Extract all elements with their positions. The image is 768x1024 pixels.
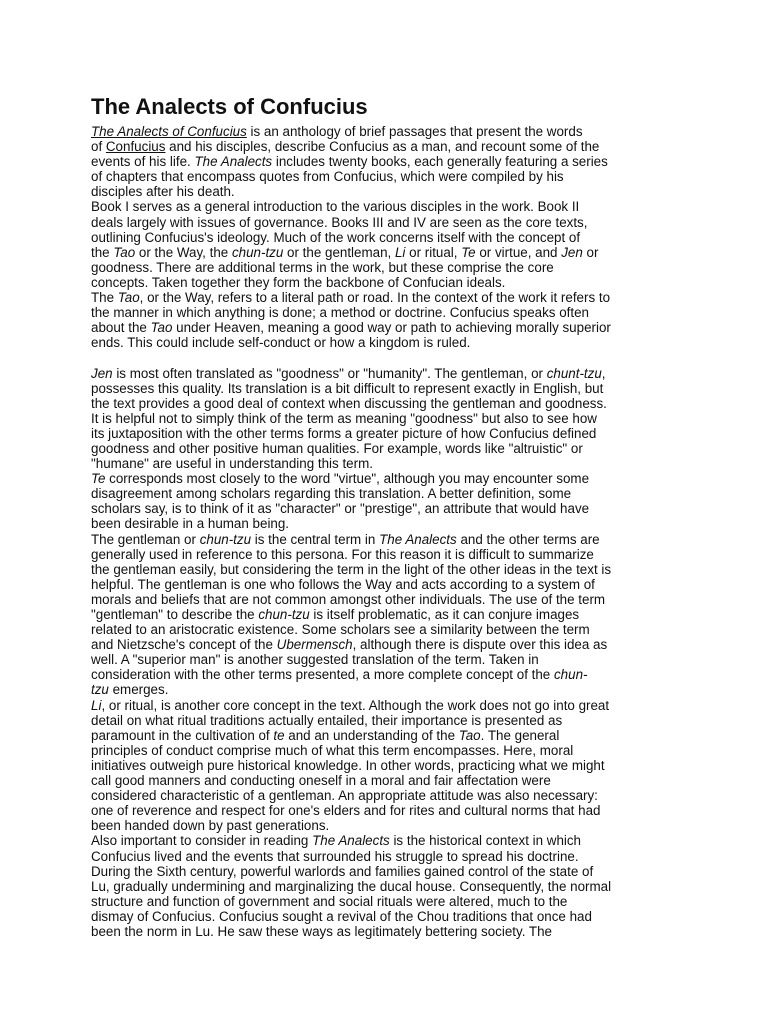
text-run: or <box>582 244 599 260</box>
text-run: scholars say, is to think of it as "character" or "prestige", an attribute that would have <box>91 501 590 517</box>
text-line <box>91 335 691 350</box>
text-run: considered characteristic of a gentleman. An appropriate attitude was also necessary: <box>91 788 598 804</box>
text-run: is most often translated as "goodness" or "humanity". The gentleman, or <box>112 365 547 381</box>
text-line <box>91 577 691 592</box>
text-run: consideration with the other terms presented, a more complete concept of the <box>91 667 554 683</box>
document-body <box>91 124 691 939</box>
text-run: and the other terms are <box>456 531 600 547</box>
italic-term: chunt-tzu <box>546 365 602 381</box>
text-run: disagreement among scholars regarding this translation. A better definition, some <box>91 486 572 502</box>
text-run: detail on what ritual traditions actually entailed, their importance is presented as <box>91 712 563 728</box>
italic-term: chun- <box>553 667 588 683</box>
text-run: "gentleman" to describe the <box>91 607 259 622</box>
text-line <box>91 215 691 230</box>
text-line <box>91 743 691 758</box>
text-run: is the central term in <box>251 531 380 547</box>
text-line <box>91 366 691 381</box>
italic-term: Tao <box>150 320 173 336</box>
text-line <box>91 396 691 411</box>
text-run: and Nietzsche's concept of the <box>91 637 277 653</box>
text-line <box>91 290 691 305</box>
text-line <box>91 547 691 562</box>
text-run: paramount in the cultivation of <box>91 727 274 743</box>
text-run: of <box>91 139 106 155</box>
text-run: outlining Confucius's ideology. Much of the work concerns itself with the concept of <box>91 229 581 245</box>
text-line <box>91 849 691 864</box>
text-run: "humane" are useful in understanding this term. <box>91 456 373 472</box>
text-run: the <box>91 244 114 260</box>
text-run: morals and beliefs that are not common amongst other individuals. The use of the term <box>91 591 606 607</box>
text-run: concepts. Taken together they form the backbone of Confucian ideals. <box>91 274 506 290</box>
text-run: related to an aristocratic existence. Some scholars see a similarity between the term <box>91 622 590 638</box>
text-run: is an anthology of brief passages that present the words <box>246 124 583 139</box>
text-line <box>91 879 691 894</box>
text-run: or ritual, <box>405 244 462 260</box>
italic-term: chun-tzu <box>231 244 284 260</box>
text-run: the gentleman easily, but considering the term in the light of the other ideas in the text is <box>91 561 612 577</box>
text-run: Book I serves as a general introduction to the various disciples in the work. Book II <box>91 199 580 215</box>
italic-term: Jen <box>561 244 583 260</box>
text-run: , <box>601 365 606 381</box>
text-run: , although there is dispute over this idea as <box>352 637 608 653</box>
italic-term: Tao <box>113 244 136 260</box>
text-run: goodness. There are additional terms in the work, but these comprise the core <box>91 259 554 275</box>
text-line <box>91 698 691 713</box>
text-run: is the historical context in which <box>389 833 582 849</box>
text-line <box>91 803 691 818</box>
text-line <box>91 909 691 924</box>
text-run: , or ritual, is another core concept in the text. Although the work does not go into great <box>101 697 610 713</box>
text-line <box>91 562 691 577</box>
text-run: well. A "superior man" is another suggested translation of the term. Taken in <box>91 652 539 668</box>
text-run: and an understanding of the <box>284 727 459 743</box>
text-run: includes twenty books, each generally featuring a series <box>272 154 608 170</box>
text-run: or virtue, and <box>475 244 562 260</box>
italic-term: Ubermensch <box>276 637 353 653</box>
text-line <box>91 426 691 441</box>
text-line <box>91 320 691 335</box>
text-run: under Heaven, meaning a good way or path to achieving morally superior <box>172 320 611 336</box>
text-line <box>91 501 691 516</box>
text-line <box>91 260 691 275</box>
italic-term: tzu <box>91 682 109 698</box>
text-run: and his disciples, describe Confucius as a man, and recount some of the <box>165 139 600 155</box>
text-line <box>91 169 691 184</box>
text-line <box>91 124 691 139</box>
blank-line <box>91 350 691 365</box>
text-line <box>91 456 691 471</box>
text-run: of chapters that encompass quotes from Confucius, which were compiled by his <box>91 169 564 185</box>
text-run: is itself problematic, as it can conjure images <box>309 607 580 622</box>
text-run: been desirable in a human being. <box>91 516 290 532</box>
link-text[interactable]: Confucius <box>105 139 166 155</box>
text-run: goodness and other positive human qualities. For example, words like "altruistic" or <box>91 440 583 456</box>
text-run: its juxtaposition with the other terms forms a greater picture of how Confucius defined <box>91 425 597 441</box>
text-line <box>91 486 691 501</box>
text-run: Lu, gradually undermining and marginalizing the ducal house. Consequently, the normal <box>91 878 612 894</box>
text-run: corresponds most closely to the word "virtue", although you may encounter some <box>105 471 590 487</box>
text-run: the text provides a good deal of context when discussing the gentleman and goodness. <box>91 395 607 411</box>
text-run: been the norm in Lu. He saw these ways as legitimately bettering society. The <box>91 923 552 939</box>
text-line <box>91 532 691 547</box>
italic-term: Te <box>91 471 106 487</box>
text-run: dismay of Confucius. Confucius sought a revival of the Chou traditions that once had <box>91 908 592 924</box>
text-run: or the gentleman, <box>283 244 395 260</box>
text-line <box>91 154 691 169</box>
text-line <box>91 245 691 260</box>
text-line <box>91 818 691 833</box>
text-line <box>91 788 691 803</box>
text-line <box>91 713 691 728</box>
text-line <box>91 864 691 879</box>
text-run: helpful. The gentleman is one who follows the Way and acts according to a system of <box>91 576 595 592</box>
text-run: generally used in reference to this persona. For this reason it is difficult to summarize <box>91 546 594 562</box>
text-line <box>91 230 691 245</box>
text-line <box>91 637 691 652</box>
text-line <box>91 622 691 637</box>
text-run: one of reverence and respect for one's elders and for rites and cultural norms that had <box>91 803 601 819</box>
italic-term: The Analects <box>379 531 457 547</box>
link-text[interactable]: The Analects of Confucius <box>91 124 247 139</box>
text-line <box>91 682 691 697</box>
text-line <box>91 894 691 909</box>
text-run: It is helpful not to simply think of the term as meaning "goodness" but also to see how <box>91 410 597 426</box>
italic-term: chun-tzu <box>258 607 310 622</box>
text-line <box>91 773 691 788</box>
text-line <box>91 924 691 939</box>
text-run: call good manners and conducting oneself in a moral and fair affectation were <box>91 773 551 789</box>
text-run: principles of conduct comprise much of what this term encompasses. Here, moral <box>91 742 574 758</box>
text-line <box>91 758 691 773</box>
text-run: about the <box>91 320 151 336</box>
text-line <box>91 184 691 199</box>
document-title: The Analects of Confucius <box>91 94 368 119</box>
text-line <box>91 199 691 214</box>
text-run: Also important to consider in reading <box>91 833 313 849</box>
italic-term: Li <box>91 697 102 713</box>
text-run: or the Way, the <box>135 244 232 260</box>
text-line <box>91 305 691 320</box>
italic-term: Te <box>461 244 476 260</box>
text-run: Confucius lived and the events that surrounded his struggle to spread his doctrine. <box>91 848 579 864</box>
text-line <box>91 381 691 396</box>
text-run: possesses this quality. Its translation is a bit difficult to represent exactly in English, but <box>91 380 604 396</box>
italic-term: Tao <box>458 727 481 743</box>
text-run: The <box>91 290 118 306</box>
text-run: ends. This could include self-conduct or how a kingdom is ruled. <box>91 335 471 351</box>
italic-term: Li <box>394 244 406 260</box>
text-run: During the Sixth century, powerful warlords and families gained control of the state of <box>91 863 594 879</box>
text-run: structure and function of government and social rituals were altered, much to the <box>91 893 568 909</box>
text-line <box>91 471 691 486</box>
text-line <box>91 275 691 290</box>
text-run: events of his life. <box>91 154 195 170</box>
text-run: emerges. <box>108 682 169 698</box>
text-line <box>91 441 691 456</box>
italic-term: The Analects <box>194 154 273 170</box>
text-run: the manner in which anything is done; a method or doctrine. Confucius speaks often <box>91 305 589 321</box>
text-line <box>91 728 691 743</box>
italic-term: te <box>273 727 285 743</box>
italic-term: Tao <box>117 290 140 306</box>
text-run: deals largely with issues of governance. Books III and IV are seen as the core texts, <box>91 214 588 230</box>
text-run: initiatives outweigh pure historical knowledge. In other words, practicing what we might <box>91 757 605 773</box>
text-line <box>91 667 691 682</box>
text-line <box>91 652 691 667</box>
text-run: . The general <box>480 727 560 743</box>
text-run: , or the Way, refers to a literal path or road. In the context of the work it refers to <box>139 290 611 306</box>
text-run: been handed down by past generations. <box>91 818 330 834</box>
text-line <box>91 833 691 848</box>
italic-term: chun-tzu <box>199 531 252 547</box>
text-line <box>91 607 691 622</box>
italic-term: The Analects <box>312 833 390 849</box>
text-line <box>91 411 691 426</box>
text-run: The gentleman or <box>91 531 200 547</box>
text-line <box>91 592 691 607</box>
text-line <box>91 516 691 531</box>
italic-term: Jen <box>91 365 113 381</box>
text-run: disciples after his death. <box>91 184 235 200</box>
text-line <box>91 139 691 154</box>
